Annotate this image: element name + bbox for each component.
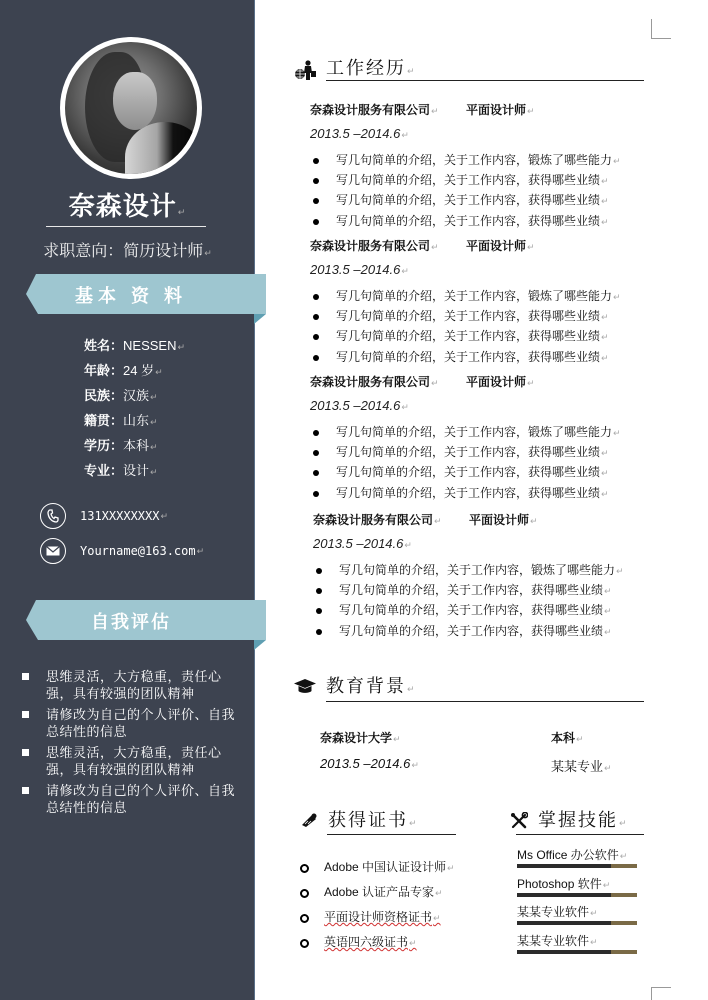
margin-corner-bottom	[651, 987, 671, 1000]
job-bullet: 写几句简单的介绍，关于工作内容，获得哪些业绩↵	[313, 622, 653, 642]
school-name: 奈森设计大学↵	[320, 731, 401, 745]
certificate-scroll-icon	[300, 812, 318, 832]
job-bullet: 写几句简单的介绍，关于工作内容，获得哪些业绩↵	[310, 212, 650, 232]
degree: 本科↵	[551, 731, 584, 745]
job-bullet: 写几句简单的介绍，关于工作内容，获得哪些业绩↵	[310, 348, 650, 368]
certificates-section-rule	[327, 834, 456, 835]
job-date: 2013.5 –2014.6↵	[310, 398, 409, 413]
skills-section-rule	[516, 834, 644, 835]
job-date: 2013.5 –2014.6↵	[310, 262, 409, 277]
skill-label: Photoshop 软件↵	[517, 876, 611, 891]
info-row-hometown: 籍贯：山东↵	[84, 413, 158, 428]
job-bullet: 写几句简单的介绍，关于工作内容，获得哪些业绩↵	[310, 463, 650, 483]
contact-email: Yourname@163.com ↵	[40, 538, 204, 564]
certificate-item: Adobe 中国认证设计师↵	[300, 855, 455, 880]
education-degree-block	[551, 729, 612, 775]
avatar	[60, 37, 202, 179]
tools-icon	[510, 812, 528, 832]
job-date: 2013.5 –2014.6↵	[310, 126, 409, 141]
info-row-education: 学历：本科↵	[84, 438, 158, 453]
certificate-item: 平面设计师资格证书↵	[300, 905, 455, 930]
job-bullet: 写几句简单的介绍，关于工作内容，获得哪些业绩↵	[310, 484, 650, 504]
job-entry-3	[310, 373, 650, 504]
job-bullets	[310, 423, 650, 504]
job-entry-4	[313, 511, 653, 642]
job-entry-1	[310, 101, 650, 232]
major: 某某专业↵	[551, 759, 612, 774]
sidebar-edge	[254, 0, 255, 1000]
self-eval-item: 思维灵活，大方稳重，责任心强，具有较强的团队精神	[20, 744, 245, 778]
margin-corner-top	[651, 19, 671, 39]
job-bullet: 写几句简单的介绍，关于工作内容，获得哪些业绩↵	[313, 601, 653, 621]
skill-item	[517, 903, 637, 932]
skill-label: Ms Office 办公软件↵	[517, 848, 628, 862]
businessman-icon	[294, 60, 316, 80]
skill-level-bar	[517, 950, 637, 954]
name-divider	[46, 226, 206, 227]
self-eval-ribbon	[26, 600, 266, 640]
job-date: 2013.5 –2014.6↵	[313, 536, 412, 551]
skill-label: 某某专业软件↵	[517, 905, 598, 919]
self-eval-title: 自我评估	[91, 612, 171, 632]
work-section-title: 工作经历↵	[326, 58, 417, 78]
job-bullet: 写几句简单的介绍，关于工作内容，获得哪些业绩↵	[310, 443, 650, 463]
skill-level-bar	[517, 921, 637, 925]
phone-icon	[40, 503, 66, 529]
job-bullet: 写几句简单的介绍，关于工作内容，锻炼了哪些能力↵	[310, 423, 650, 443]
work-section-header	[294, 54, 417, 80]
job-bullets	[310, 151, 650, 232]
education-section-header	[294, 672, 417, 698]
basic-info-list	[84, 334, 185, 484]
profile-photo	[65, 42, 197, 174]
self-eval-item: 请修改为自己的个人评价、自我总结性的信息	[20, 782, 245, 816]
education-section-title: 教育背景↵	[326, 676, 417, 696]
job-bullets	[310, 287, 650, 368]
job-role: 平面设计师↵	[469, 513, 538, 527]
skill-label: 某某专业软件↵	[517, 933, 598, 948]
contact-phone: 131XXXXXXXX ↵	[40, 503, 168, 529]
job-bullet: 写几句简单的介绍，关于工作内容，获得哪些业绩↵	[313, 581, 653, 601]
job-role: 平面设计师↵	[466, 103, 535, 117]
education-section-rule	[326, 701, 644, 702]
job-entry-2	[310, 237, 650, 368]
info-row-age: 年龄：24 岁↵	[84, 363, 163, 378]
job-company: 奈森设计服务有限公司↵	[310, 103, 439, 117]
skills-section-header	[510, 806, 629, 832]
certificates-section-title: 获得证书↵	[328, 810, 419, 830]
skill-item	[517, 846, 637, 875]
info-row-major: 专业：设计↵	[84, 463, 158, 478]
candidate-name: 奈森设计↵	[68, 191, 187, 221]
education-date: 2013.5 –2014.6↵	[320, 756, 419, 771]
job-bullet: 写几句简单的介绍，关于工作内容，获得哪些业绩↵	[310, 171, 650, 191]
skill-level-bar	[517, 864, 637, 868]
skill-level-bar	[517, 893, 637, 897]
job-role: 平面设计师↵	[466, 375, 535, 389]
skill-item	[517, 932, 637, 961]
job-bullet: 写几句简单的介绍，关于工作内容，锻炼了哪些能力↵	[313, 561, 653, 581]
job-bullet: 写几句简单的介绍，关于工作内容，锻炼了哪些能力↵	[310, 151, 650, 171]
graduation-cap-icon	[294, 678, 316, 698]
info-row-name: 姓名：NESSEN↵	[84, 338, 186, 353]
mail-icon	[40, 538, 66, 564]
certificate-item: Adobe 认证产品专家↵	[300, 880, 455, 905]
certificates-section-header	[300, 806, 419, 832]
job-company: 奈森设计服务有限公司↵	[310, 375, 439, 389]
skills-section-title: 掌握技能↵	[538, 810, 629, 830]
work-section-rule	[326, 80, 644, 81]
certificates-list	[300, 855, 455, 955]
job-bullets	[313, 561, 653, 642]
job-bullet: 写几句简单的介绍，关于工作内容，锻炼了哪些能力↵	[310, 287, 650, 307]
info-row-ethnicity: 民族：汉族↵	[84, 388, 158, 403]
job-company: 奈森设计服务有限公司↵	[313, 513, 442, 527]
self-eval-item: 请修改为自己的个人评价、自我总结性的信息	[20, 706, 245, 740]
job-role: 平面设计师↵	[466, 239, 535, 253]
job-bullet: 写几句简单的介绍，关于工作内容，获得哪些业绩↵	[310, 327, 650, 347]
job-company: 奈森设计服务有限公司↵	[310, 239, 439, 253]
job-bullet: 写几句简单的介绍，关于工作内容，获得哪些业绩↵	[310, 191, 650, 211]
self-eval-list	[20, 668, 245, 820]
certificate-item: 英语四六级证书↵	[300, 930, 455, 955]
skill-item	[517, 875, 637, 904]
basic-info-title: 基本 资 料	[74, 286, 187, 306]
job-bullet: 写几句简单的介绍，关于工作内容，获得哪些业绩↵	[310, 307, 650, 327]
self-eval-item: 思维灵活，大方稳重，责任心强，具有较强的团队精神	[20, 668, 245, 702]
basic-info-ribbon	[26, 274, 266, 314]
education-school-block	[320, 729, 419, 771]
job-objective: 求职意向：简历设计师↵	[43, 243, 212, 260]
skills-list	[517, 846, 637, 960]
